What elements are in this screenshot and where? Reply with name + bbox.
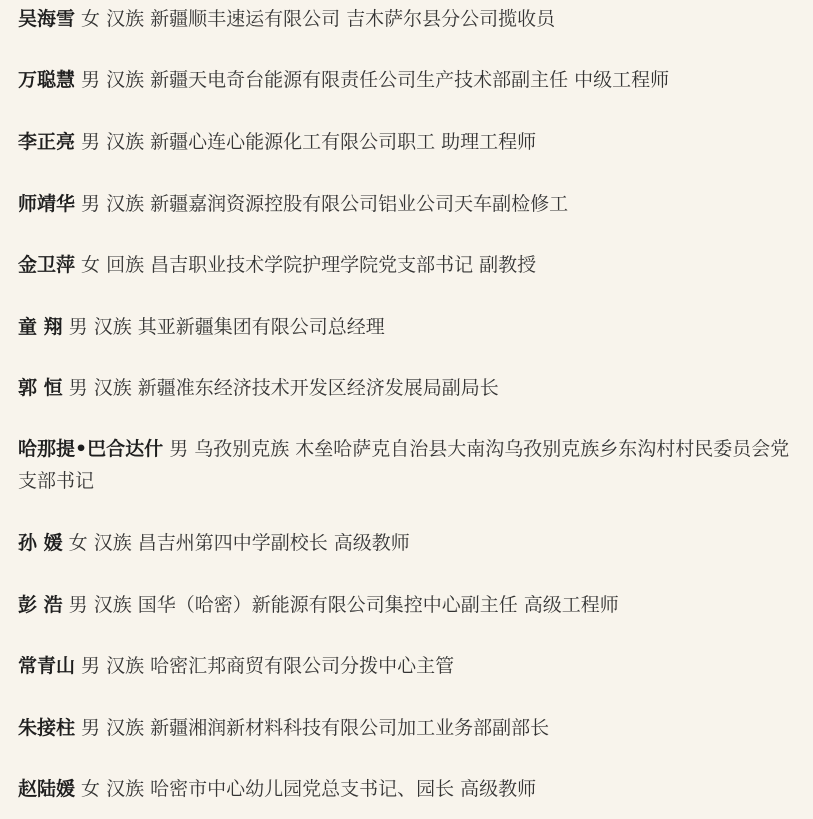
person-detail: 女 汉族 哈密市中心幼儿园党总支书记、园长 高级教师: [75, 778, 537, 800]
person-detail: 男 汉族 其亚新疆集团有限公司总经理: [62, 316, 385, 338]
person-name: 朱接柱: [18, 717, 76, 739]
person-detail: 女 汉族 新疆顺丰速运有限公司 吉木萨尔县分公司揽收员: [75, 8, 556, 30]
list-item: [18, 589, 800, 621]
person-name: 孙 媛: [18, 532, 63, 554]
person-name: 吴海雪: [18, 8, 76, 30]
person-detail: 男 汉族 新疆嘉润资源控股有限公司铝业公司天车副检修工: [75, 193, 569, 215]
list-item: [18, 3, 800, 35]
list-item: [18, 249, 800, 281]
person-name: 李正亮: [18, 131, 76, 153]
person-name: 哈那提•巴合达什: [18, 438, 164, 460]
person-name: 常青山: [18, 655, 76, 677]
person-detail: 女 汉族 昌吉州第四中学副校长 高级教师: [62, 532, 410, 554]
person-name: 师靖华: [18, 193, 76, 215]
person-detail: 女 回族 昌吉职业技术学院护理学院党支部书记 副教授: [75, 254, 537, 276]
list-item: [18, 188, 800, 220]
list-item: [18, 126, 800, 158]
person-detail: 男 汉族 新疆天电奇台能源有限责任公司生产技术部副主任 中级工程师: [75, 69, 670, 91]
list-item: [18, 372, 800, 404]
list-item: [18, 527, 800, 559]
person-name: 赵陆媛: [18, 778, 76, 800]
list-item: [18, 433, 800, 497]
list-item: [18, 311, 800, 343]
person-name: 彭 浩: [18, 594, 63, 616]
person-name: 金卫萍: [18, 254, 76, 276]
person-detail: 男 乌孜别克族 木垒哈萨克自治县大南沟乌孜别克族乡东沟村村民委员会党支部书记: [18, 438, 790, 492]
person-detail: 男 汉族 国华（哈密）新能源有限公司集控中心副主任 高级工程师: [62, 594, 619, 616]
list-item: [18, 650, 800, 682]
person-detail: 男 汉族 新疆心连心能源化工有限公司职工 助理工程师: [75, 131, 537, 153]
person-name: 万聪慧: [18, 69, 76, 91]
person-detail: 男 汉族 新疆湘润新材料科技有限公司加工业务部副部长: [75, 717, 550, 739]
list-item: [18, 712, 800, 744]
person-detail: 男 汉族 哈密汇邦商贸有限公司分拨中心主管: [75, 655, 455, 677]
person-name: 童 翔: [18, 316, 63, 338]
person-detail: 男 汉族 新疆准东经济技术开发区经济发展局副局长: [62, 377, 499, 399]
list-item: [18, 64, 800, 96]
list-item: [18, 773, 800, 805]
person-name: 郭 恒: [18, 377, 63, 399]
